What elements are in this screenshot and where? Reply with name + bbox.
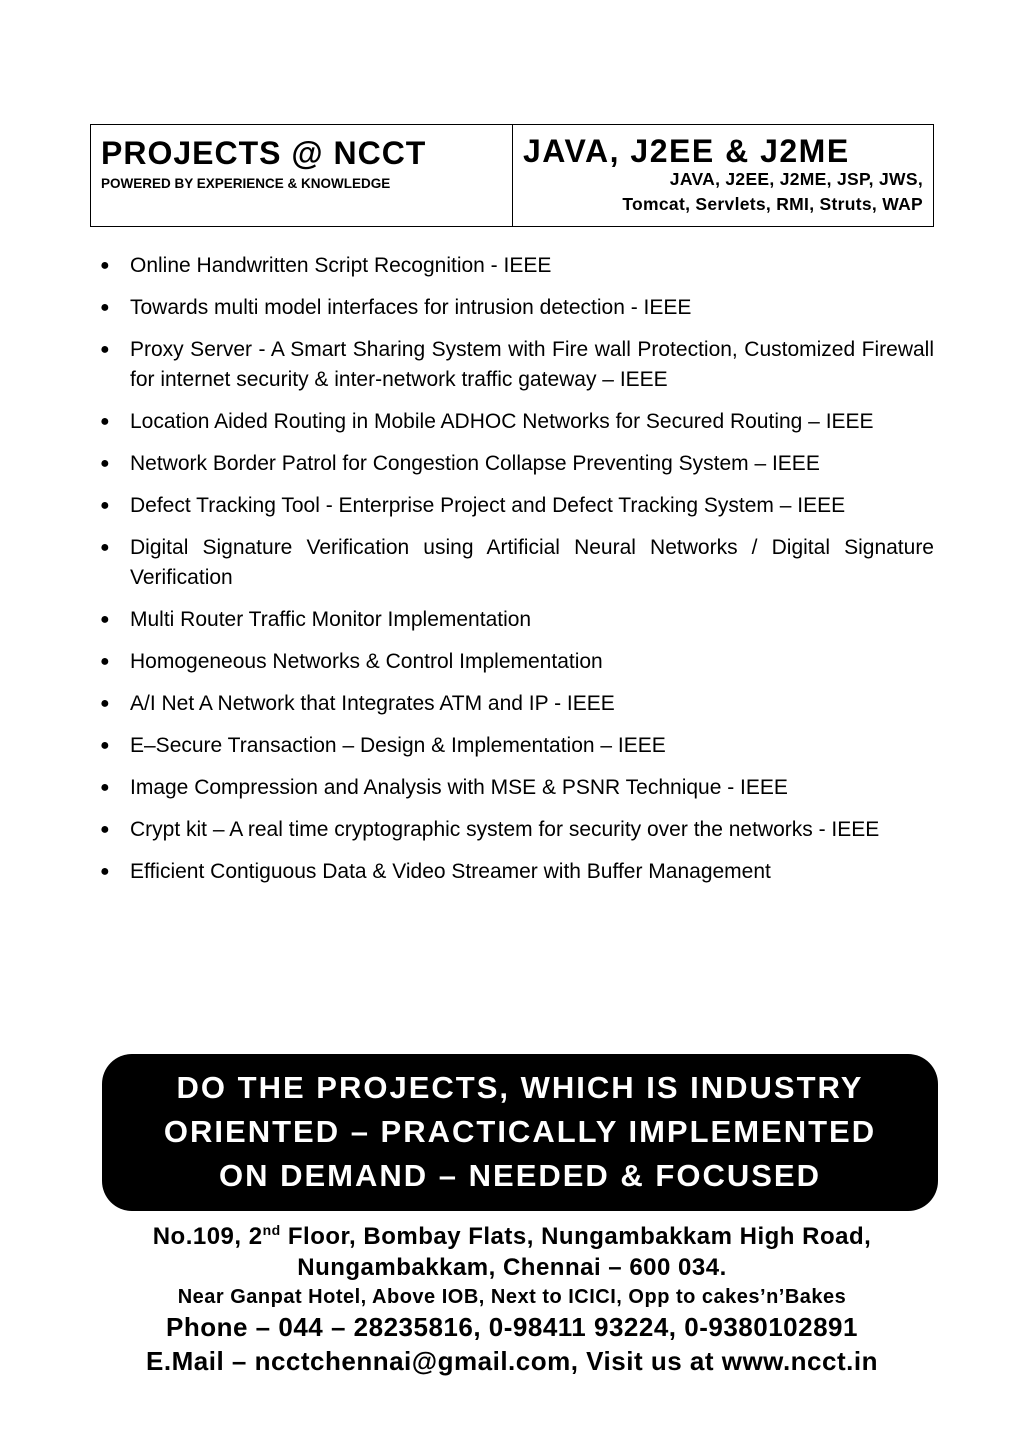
bullet-icon: ● [100, 341, 110, 358]
bullet-icon: ● [100, 695, 110, 712]
brand-tagline: POWERED BY EXPERIENCE & KNOWLEDGE [101, 176, 391, 191]
project-title: Defect Tracking Tool - Enterprise Project and Defect Tracking System – IEEE [130, 494, 846, 517]
list-item [95, 815, 934, 845]
project-title: Efficient Contiguous Data & Video Streamer with Buffer Management [130, 860, 771, 883]
list-item [95, 407, 934, 437]
project-title: Image Compression and Analysis with MSE & PSNR Technique - IEEE [130, 776, 788, 799]
project-title: A/I Net A Network that Integrates ATM and IP - IEEE [130, 692, 615, 715]
list-item [95, 251, 934, 281]
bullet-icon: ● [100, 455, 110, 472]
tech-list-line: JAVA, J2EE, J2ME, JSP, JWS, [669, 169, 923, 189]
list-item [95, 773, 934, 803]
tech-title: JAVA, J2EE & J2ME [523, 133, 850, 169]
project-title: Network Border Patrol for Congestion Collapse Preventing System – IEEE [130, 452, 820, 475]
bullet-icon: ● [100, 821, 110, 838]
project-title: Online Handwritten Script Recognition - IEEE [130, 254, 552, 277]
project-title: Towards multi model interfaces for intrusion detection - IEEE [130, 296, 692, 319]
landmark-line: Near Ganpat Hotel, Above IOB, Next to ICICI, Opp to cakes’n’Bakes [177, 1286, 847, 1308]
address-prefix: No.109, 2 [152, 1223, 263, 1250]
list-item [95, 335, 934, 395]
list-item [95, 857, 934, 887]
list-item [95, 293, 934, 323]
list-item [95, 689, 934, 719]
tech-list [523, 167, 923, 217]
email-line: E.Mail – ncctchennai@gmail.com, Visit us at www.ncct.in [146, 1346, 878, 1376]
project-title: Proxy Server - A Smart Sharing System with Fire wall Protection, Customized Firewall for internet security & inter-network traffic gateway – IEEE [130, 338, 934, 391]
bullet-icon: ● [100, 299, 110, 316]
slogan-banner [102, 1054, 938, 1211]
project-title: Digital Signature Verification using Artificial Neural Networks / Digital Signature Verification [130, 536, 934, 589]
brand-title: PROJECTS @ NCCT [101, 135, 427, 171]
list-item [95, 533, 934, 593]
slogan-line: DO THE PROJECTS, WHICH IS INDUSTRY [176, 1070, 864, 1105]
project-title: E–Secure Transaction – Design & Implementation – IEEE [130, 734, 666, 757]
project-title: Multi Router Traffic Monitor Implementation [130, 608, 532, 631]
bullet-icon: ● [100, 257, 110, 274]
header-table [90, 124, 934, 227]
project-list [95, 251, 934, 899]
bullet-icon: ● [100, 611, 110, 628]
header-tech-cell [513, 125, 933, 226]
tech-list-line: Tomcat, Servlets, RMI, Struts, WAP [622, 194, 923, 214]
bullet-icon: ● [100, 737, 110, 754]
address-line-2: Nungambakkam, Chennai – 600 034. [297, 1254, 727, 1281]
list-item [95, 449, 934, 479]
list-item [95, 491, 934, 521]
address-line-1 [90, 1222, 934, 1252]
address-ordinal-suffix: nd [262, 1222, 281, 1238]
bullet-icon: ● [100, 539, 110, 556]
list-item [95, 605, 934, 635]
list-item [95, 647, 934, 677]
address-suffix: Floor, Bombay Flats, Nungambakkam High Road, [280, 1223, 872, 1250]
contact-footer [90, 1222, 934, 1378]
bullet-icon: ● [100, 779, 110, 796]
project-title: Crypt kit – A real time cryptographic system for security over the networks - IEEE [130, 818, 880, 841]
bullet-icon: ● [100, 863, 110, 880]
slogan-line: ORIENTED – PRACTICALLY IMPLEMENTED [163, 1114, 877, 1149]
project-title: Location Aided Routing in Mobile ADHOC Networks for Secured Routing – IEEE [130, 410, 874, 433]
header-brand-cell [91, 125, 513, 226]
slogan-line: ON DEMAND – NEEDED & FOCUSED [219, 1158, 821, 1193]
phone-line: Phone – 044 – 28235816, 0-98411 93224, 0-9380102891 [166, 1312, 858, 1342]
list-item [95, 731, 934, 761]
bullet-icon: ● [100, 413, 110, 430]
bullet-icon: ● [100, 497, 110, 514]
bullet-icon: ● [100, 653, 110, 670]
project-title: Homogeneous Networks & Control Implementation [130, 650, 603, 673]
